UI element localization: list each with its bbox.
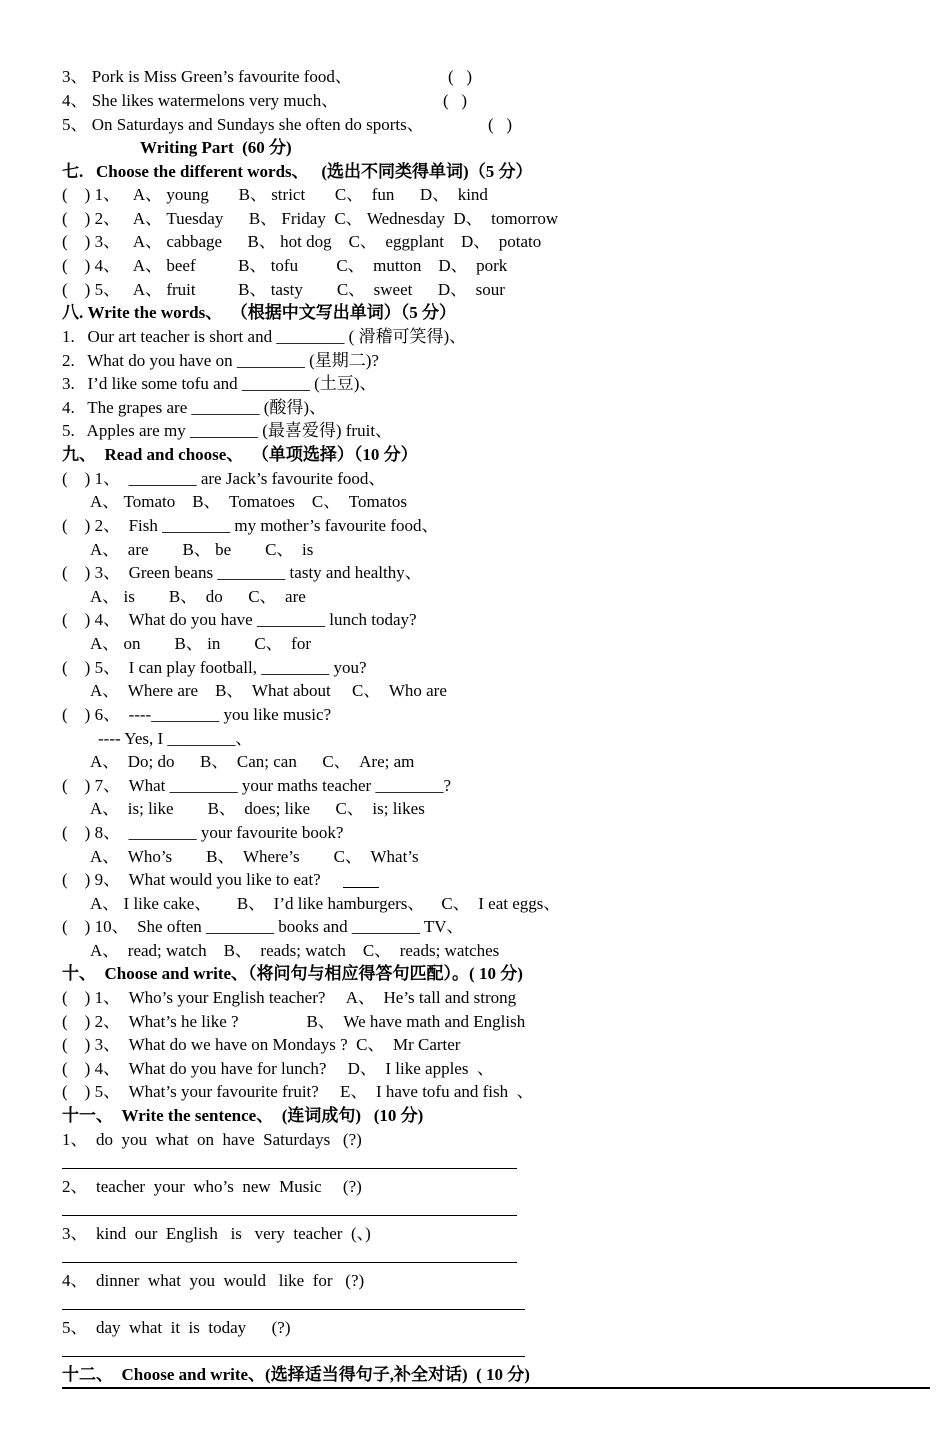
text-line: ( ) 8、 ________ your favourite book? <box>62 823 344 842</box>
text-line: ( ) 3、 Green beans ________ tasty and healthy、 <box>62 563 422 582</box>
text-line: 3、 Pork is Miss Green’s favourite food、 <box>62 67 352 86</box>
text-line: A、 I like cake、 B、 I’d like hamburgers、 C、 I eat eggs、 <box>90 894 561 913</box>
text-line: ( ) <box>443 91 468 110</box>
text-line: 3. I’d like some tofu and ________ (土豆)、 <box>62 374 377 393</box>
text-line: ( ) 3、 A、 cabbage B、 hot dog C、 eggplant D、 potato <box>62 232 542 251</box>
section-heading: 十、 Choose and write、（将问句与相应得答句匹配）。( 10 分) <box>62 964 523 983</box>
text-line: 4. The grapes are ________ (酸得)、 <box>62 398 327 417</box>
text-line: ( ) 10、 She often ________ books and ________ TV、 <box>62 917 464 936</box>
text-line: A、 are B、 be C、 is <box>90 540 314 559</box>
section-heading: Writing Part (60 分) <box>140 138 292 157</box>
answer-line <box>62 1356 525 1357</box>
answer-line <box>62 1309 525 1310</box>
text-line: ( ) 3、 What do we have on Mondays ? C、 Mr Carter <box>62 1035 461 1054</box>
section-heading: 十二、 Choose and write、(选择适当得句子,补全对话) ( 10 分) <box>62 1365 530 1384</box>
text-line: 5、 On Saturdays and Sundays she often do sports、 <box>62 115 424 134</box>
text-line: ( ) 1、 ________ are Jack’s favourite food、 <box>62 469 386 488</box>
section-heading: 九、 Read and choose、 （单项选择）（10 分） <box>62 445 418 464</box>
text-line: ---- Yes, I ________、 <box>98 729 253 748</box>
text-line: ( ) 7、 What ________ your maths teacher ________? <box>62 776 452 795</box>
text-line: ( ) <box>488 115 513 134</box>
text-line: 4、 dinner what you would like for (?) <box>62 1271 365 1290</box>
text-line: 1. Our art teacher is short and ________ ( 滑稽可笑得)、 <box>62 327 467 346</box>
text-line: A、 Who’s B、 Where’s C、 What’s <box>90 847 419 866</box>
text-line: 4、 She likes watermelons very much、 <box>62 91 339 110</box>
text-line: 5、 day what it is today (?) <box>62 1318 291 1337</box>
answer-line <box>343 887 379 888</box>
text-line: ( ) 5、 I can play football, ________ you? <box>62 658 367 677</box>
text-line: 2、 teacher your who’s new Music (?) <box>62 1177 362 1196</box>
section-heading: 十一、 Write the sentence、 (连词成句) (10 分) <box>62 1106 424 1125</box>
text-line: ( ) 4、 What do you have ________ lunch today? <box>62 610 417 629</box>
text-line: A、 read; watch B、 reads; watch C、 reads; watches <box>90 941 500 960</box>
text-line: ( ) 1、 A、 young B、 strict C、 fun D、 kind <box>62 185 488 204</box>
text-line: A、 on B、 in C、 for <box>90 634 311 653</box>
answer-line <box>62 1215 517 1216</box>
section-heading: 七. Choose the different words、 (选出不同类得单词)（5 分） <box>62 162 533 181</box>
text-line: ( ) 2、 A、 Tuesday B、 Friday C、 Wednesday D、 tomorrow <box>62 209 559 228</box>
text-line: ( ) 6、 ----________ you like music? <box>62 705 332 724</box>
answer-line <box>62 1168 517 1169</box>
text-line: 3、 kind our English is very teacher (、) <box>62 1224 371 1243</box>
text-line: A、 is B、 do C、 are <box>90 587 306 606</box>
text-line: ( ) 5、 What’s your favourite fruit? E、 I have tofu and fish 、 <box>62 1082 534 1101</box>
text-line: ( ) 5、 A、 fruit B、 tasty C、 sweet D、 sour <box>62 280 505 299</box>
text-line: ( ) 2、 What’s he like ? B、 We have math and English <box>62 1012 526 1031</box>
bottom-rule <box>62 1387 930 1389</box>
text-line: A、 Do; do B、 Can; can C、 Are; am <box>90 752 415 771</box>
text-line: ( ) 4、 What do you have for lunch? D、 I like apples 、 <box>62 1059 494 1078</box>
text-line: ( ) <box>448 67 473 86</box>
text-line: 5. Apples are my ________ (最喜爱得) fruit、 <box>62 421 393 440</box>
text-line: 1、 do you what on have Saturdays (?) <box>62 1130 362 1149</box>
text-line: ( ) 1、 Who’s your English teacher? A、 He’s tall and strong <box>62 988 517 1007</box>
text-line: ( ) 2、 Fish ________ my mother’s favourite food、 <box>62 516 439 535</box>
answer-line <box>62 1262 517 1263</box>
text-line: ( ) 9、 What would you like to eat? <box>62 870 321 889</box>
section-heading: 八. Write the words、 （根据中文写出单词）（5 分） <box>62 303 456 322</box>
text-line: A、 Where are B、 What about C、 Who are <box>90 681 447 700</box>
text-line: A、 Tomato B、 Tomatoes C、 Tomatos <box>90 492 408 511</box>
text-line: ( ) 4、 A、 beef B、 tofu C、 mutton D、 pork <box>62 256 508 275</box>
text-line: 2. What do you have on ________ (星期二)? <box>62 351 379 370</box>
text-line: A、 is; like B、 does; like C、 is; likes <box>90 799 425 818</box>
